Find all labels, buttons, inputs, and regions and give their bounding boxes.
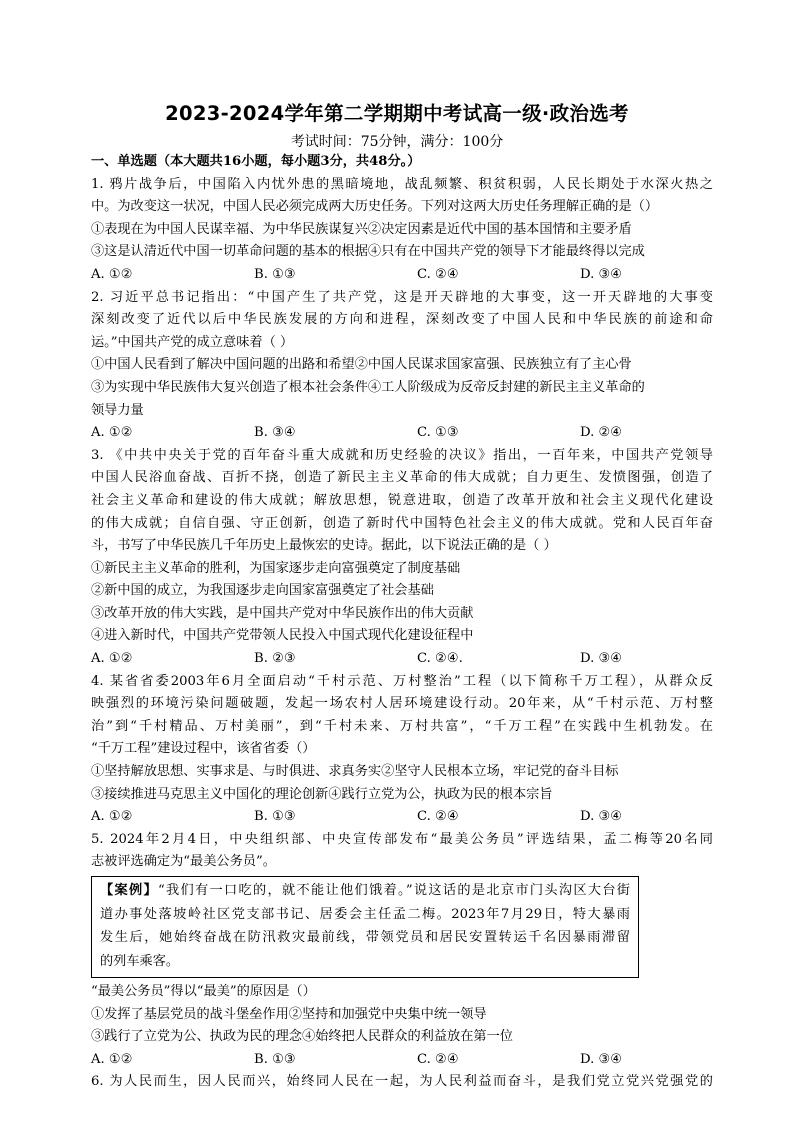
section-heading: 一、单选题（本大题共16小题，每小题3分，共48分。） [91,154,421,169]
option-d: D. ③④ [580,1051,623,1067]
statement-line: ①发挥了基层党员的战斗堡垒作用②坚持和加强党中央集中统一领导 [91,1006,487,1022]
option-b: B. ②③ [254,651,296,667]
option-d: D. ②④ [580,425,623,441]
question-stem-line: 2. 习近平总书记指出：“中国产生了共产党，这是开天辟地的大事变，这一开天辟地的大事变 [91,289,713,305]
question-stem-line: 4. 某省省委2003年6月全面启动“千村示范、万村整治”工程（以下简称千万工程），从群众反 [91,673,713,689]
page-title: 2023-2024学年第二学期期中考试高一级·政治选考 [165,102,629,125]
statement-line: ③接续推进马克思主义中国化的理论创新④践行立党为公，执政为民的根本宗旨 [91,786,553,802]
answer-options [91,264,713,287]
option-b: B. ①③ [254,266,296,282]
option-a: A. ①② [91,425,133,441]
answer-options [91,422,713,445]
case-line: 发生后，她始终奋战在防汛救灾最前线，带领党员和居民安置转运千名因暴雨滞留 [100,930,630,945]
statement-line: ③践行了立党为公、执政为民的理念④始终把人民群众的利益放在第一位 [91,1029,513,1045]
option-d: D. ③④ [580,651,623,667]
statement-line: ④进入新时代，中国共产党带领人民投入中国式现代化建设征程中 [91,628,474,644]
statement-line: ①坚持解放思想、实事求是、与时俱进、求真务实②坚守人民根本立场，牢记党的奋斗目标 [91,764,619,780]
question-stem-line: 中国人民浴血奋战、百折不挠，创造了新民主主义革命的伟大成就；自力更生、发愤图强，创造了 [91,470,713,486]
option-a: A. ①② [91,809,133,825]
statement-line: ②新中国的成立，为我国逐步走向国家富强奠定了社会基础 [91,583,434,599]
answer-options [91,648,713,671]
question-stem-line: 5. 2024年2月4日，中央组织部、中央宣传部发布“最美公务员”评选结果，孟二梅等20名同 [91,831,713,847]
question-5 [91,829,713,1072]
question-2 [91,287,713,445]
case-text: “我们有一口吃的，就不能让他们饿着。”说这话的是北京市门头沟区大台街 [157,883,630,898]
option-c: C. ①③ [417,425,459,441]
question-stem-line: 社会主义革命和建设的伟大成就；解放思想，锐意进取，创造了改革开放和社会主义现代化建设 [91,492,713,508]
option-a: A. ①② [91,1051,133,1067]
question-stem-line: 中。为改变这一状况，中国人民必须完成两大历史任务。下列对这两大历史任务理解正确的是（） [91,199,659,215]
question-stem-line: 6. 为人民而生，因人民而兴，始终同人民在一起，为人民利益而奋斗，是我们党立党兴党强党的 [91,1074,713,1090]
answer-options [91,1049,713,1072]
question-stem-line: 斗，书写了中华民族几千年历史上最恢宏的史诗。据此，以下说法正确的是（ ） [91,538,557,554]
option-a: A. ①② [91,266,133,282]
statement-line: ①中国人民看到了解决中国问题的出路和希望②中国人民谋求国家富强、民族独立有了主心骨 [91,357,632,373]
statement-line: ③这是认清近代中国一切革命问题的基本的根据④只有在中国共产党的领导下才能最终得以完成 [91,244,645,260]
question-stem-line: “千万工程”建设过程中，该省省委（） [91,741,316,757]
statement-line: ③为实现中华民族伟大复兴创造了根本社会条件④工人阶级成为反帝反封建的新民主主义革命的 [91,379,645,395]
question-stem-line: “最美公务员”得以“最美”的原因是（） [91,984,316,999]
question-6 [91,1071,713,1094]
option-c: C. ②④ [417,266,459,282]
option-d: D. ③④ [580,809,623,825]
option-c: C. ②④ [417,1051,459,1067]
option-d: D. ③④ [580,266,623,282]
question-stem-line: 运。”中国共产党的成立意味着（ ） [91,334,294,350]
exam-info: 考试时间：75分钟，满分：100分 [290,134,504,150]
option-b: B. ③④ [254,425,296,441]
question-stem-line: 治”到“千村精品、万村美丽”，到“千村未来、万村共富”，“千万工程”在实践中生机勃发。在 [91,718,713,734]
case-box [91,876,639,978]
question-1 [91,174,713,287]
option-b: B. ①③ [254,809,296,825]
statement-line: ③改革开放的伟大实践，是中国共产党对中华民族作出的伟大贡献 [91,605,474,621]
option-b: B. ①③ [254,1051,296,1067]
statement-line: 领导力量 [91,402,144,418]
option-c: C. ②④. [417,651,463,667]
question-4 [91,671,713,829]
answer-options [91,806,713,829]
case-line: 道办事处落坡岭社区党支部书记、居委会主任孟二梅。2023年7月29日，特大暴雨 [100,906,630,922]
statement-line: ①新民主主义革命的胜利，为国家逐步走向富强奠定了制度基础 [91,560,461,576]
question-3 [91,445,713,671]
exam-content [91,151,713,1094]
question-stem-line: 映强烈的环境污染问题破题，发起一场农村人居环境建设行动。20年来，从“千村示范、万村整 [91,696,713,712]
option-a: A. ①② [91,651,133,667]
question-stem-line: 1. 鸦片战争后，中国陷入内忧外患的黑暗境地，战乱频繁、积贫积弱，人民长期处于水深火热之 [91,176,713,192]
question-stem-line: 3. 《中共中央关于党的百年奋斗重大成就和历史经验的决议》指出，一百年来，中国共产党领导 [91,447,713,463]
statement-line: ①表现在为中国人民谋幸福、为中华民族谋复兴②决定因素是近代中国的基本国情和主要矛盾 [91,221,632,237]
question-stem-line: 深刻改变了近代以后中华民族发展的方向和进程，深刻改变了中国人民和中华民族的前途和命 [91,312,713,328]
option-c: C. ②④ [417,809,459,825]
case-line: 的列车乘客。 [100,953,180,969]
case-line [100,879,630,903]
case-label: 【案例】 [100,883,158,898]
question-stem-line: 的伟大成就；自信自强、守正创新，创造了新时代中国特色社会主义的伟大成就。党和人民百年奋 [91,515,713,531]
question-stem-line: 志被评选确定为“最美公务员”。 [91,854,276,870]
